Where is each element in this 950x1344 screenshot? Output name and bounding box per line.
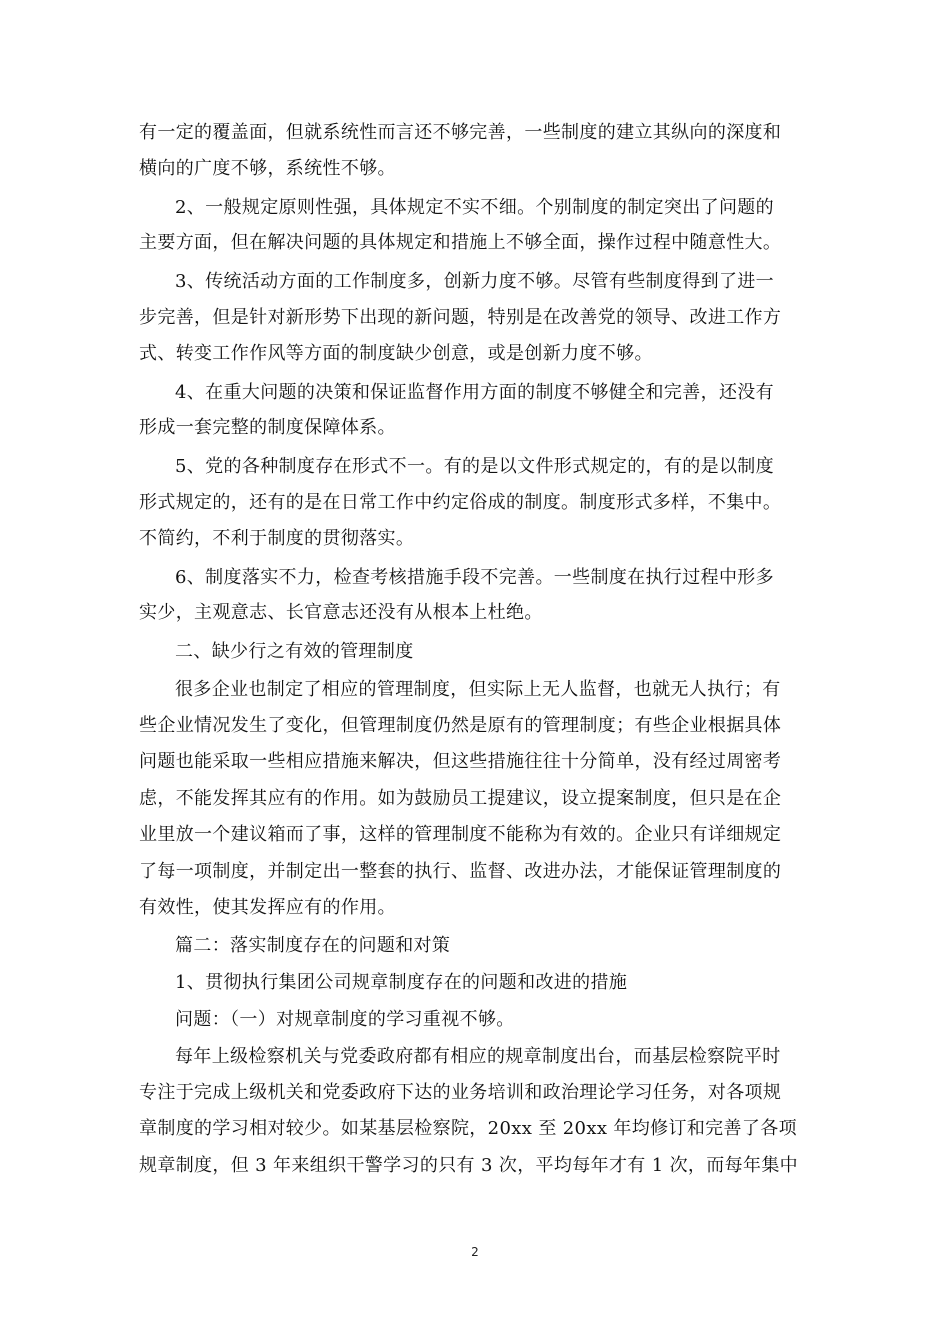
text-line: 专注于完成上级机关和党委政府下达的业务培训和政治理论学习任务，对各项规 [139,1082,782,1103]
text-line: 2、一般规定原则性强，具体规定不实不细。个别制度的制定突出了问题的 [175,197,774,218]
page-number: 2 [471,1245,479,1259]
text-line: 实少，主观意志、长官意志还没有从根本上杜绝。 [139,602,543,623]
text-line: 些企业情况发生了变化，但管理制度仍然是原有的管理制度；有些企业根据具体 [139,715,782,736]
text-line: 4、在重大问题的决策和保证监督作用方面的制度不够健全和完善，还没有 [175,382,774,403]
text-line: 了每一项制度，并制定出一整套的执行、监督、改进办法，才能保证管理制度的 [139,861,782,882]
section-heading: 二、缺少行之有效的管理制度 [175,641,414,662]
text-line: 形成一套完整的制度保障体系。 [139,417,396,438]
text-line: 5、党的各种制度存在形式不一。有的是以文件形式规定的，有的是以制度 [175,456,774,477]
text-line: 3、传统活动方面的工作制度多，创新力度不够。尽管有些制度得到了进一 [175,271,774,292]
text-line: 虑，不能发挥其应有的作用。如为鼓励员工提建议，设立提案制度，但只是在企 [139,788,782,809]
text-line: 业里放一个建议箱而了事，这样的管理制度不能称为有效的。企业只有详细规定 [139,824,782,845]
text-line: 步完善，但是针对新形势下出现的新问题，特别是在改善党的领导、改进工作方 [139,307,782,328]
text-line: 形式规定的，还有的是在日常工作中约定俗成的制度。制度形式多样，不集中。 [139,492,782,513]
text-line: 章制度的学习相对较少。如某基层检察院，20xx 至 20xx 年均修订和完善了各项 [139,1118,797,1139]
section-heading: 篇二：落实制度存在的问题和对策 [175,935,451,956]
text-line: 每年上级检察机关与党委政府都有相应的规章制度出台，而基层检察院平时 [175,1046,781,1067]
text-line: 有效性，使其发挥应有的作用。 [139,897,396,918]
text-line: 主要方面，但在解决问题的具体规定和措施上不够全面，操作过程中随意性大。 [139,232,782,253]
text-line: 横向的广度不够，系统性不够。 [139,158,396,179]
text-line: 式、转变工作作风等方面的制度缺少创意，或是创新力度不够。 [139,343,653,364]
text-line: 6、制度落实不力，检查考核措施手段不完善。一些制度在执行过程中形多 [175,567,774,588]
text-line: 不简约，不利于制度的贯彻落实。 [139,528,415,549]
text-line: 问题：（一）对规章制度的学习重视不够。 [175,1009,515,1030]
section-heading: 1、贯彻执行集团公司规章制度存在的问题和改进的措施 [175,972,628,993]
text-line: 有一定的覆盖面，但就系统性而言还不够完善，一些制度的建立其纵向的深度和 [139,122,782,143]
text-line: 很多企业也制定了相应的管理制度，但实际上无人监督，也就无人执行；有 [175,679,781,700]
text-line: 规章制度，但 3 年来组织干警学习的只有 3 次，平均每年才有 1 次，而每年集中 [139,1155,799,1176]
text-line: 问题也能采取一些相应措施来解决，但这些措施往往十分简单，没有经过周密考 [139,751,782,772]
